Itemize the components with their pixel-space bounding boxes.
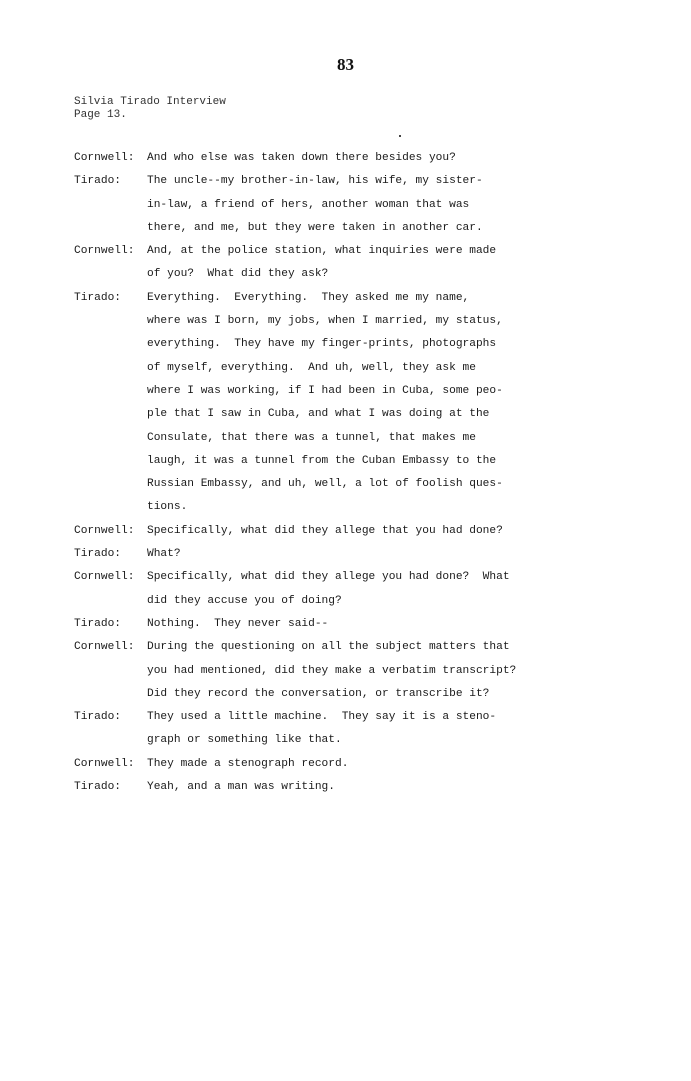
speech-text	[147, 613, 574, 636]
speaker-label: Tirado:	[74, 175, 121, 188]
speech-line: ple that I saw in Cuba, and what I was doing at the	[147, 408, 490, 421]
speech-line: laugh, it was a tunnel from the Cuban Embassy to the	[147, 454, 497, 467]
speech-text	[147, 566, 574, 613]
speech-text	[147, 287, 574, 520]
header-page-label: Page 13.	[74, 109, 127, 121]
speech-line: And, at the police station, what inquiries were made	[147, 245, 497, 258]
speech-line: did they accuse you of doing?	[147, 594, 342, 607]
transcript-entry	[74, 147, 574, 170]
scan-speck	[399, 135, 401, 137]
speech-line: of myself, everything. And uh, well, they ask me	[147, 361, 476, 374]
transcript-entry	[74, 566, 574, 613]
speech-text	[147, 520, 574, 543]
speech-text	[147, 753, 574, 776]
transcript-entry	[74, 776, 574, 799]
speech-line: What?	[147, 548, 181, 561]
speech-line: Russian Embassy, and uh, well, a lot of foolish ques-	[147, 478, 503, 491]
speech-line: And who else was taken down there besides you?	[147, 152, 456, 164]
speaker-label: Cornwell:	[74, 571, 135, 584]
speaker-label: Cornwell:	[74, 152, 135, 164]
speaker-label: Tirado:	[74, 548, 121, 561]
speech-line: Nothing. They never said--	[147, 617, 329, 630]
speech-text	[147, 170, 574, 240]
speech-line: where I was working, if I had been in Cuba, some peo-	[147, 384, 503, 397]
document-header	[74, 96, 226, 122]
speaker-label: Cornwell:	[74, 641, 135, 654]
transcript-entry	[74, 240, 574, 287]
speaker-label: Tirado:	[74, 617, 121, 630]
speech-line: where was I born, my jobs, when I married, my status,	[147, 315, 503, 328]
transcript-entry	[74, 287, 574, 520]
speech-text	[147, 240, 574, 287]
page-number: 83	[337, 55, 354, 74]
speaker-label: Cornwell:	[74, 757, 135, 770]
transcript-entry	[74, 613, 574, 636]
speech-line: They used a little machine. They say it is a steno-	[147, 711, 497, 724]
transcript-entry	[74, 636, 574, 706]
speaker-label: Tirado:	[74, 711, 121, 724]
speech-text	[147, 706, 574, 753]
speech-line: The uncle--my brother-in-law, his wife, my sister-	[147, 175, 483, 188]
transcript-entry	[74, 520, 574, 543]
speech-line: Specifically, what did they allege that you had done?	[147, 524, 503, 537]
speech-line: They made a stenograph record.	[147, 757, 349, 770]
speech-text	[147, 147, 574, 170]
speech-line: of you? What did they ask?	[147, 268, 329, 281]
speech-text	[147, 543, 574, 566]
speech-line: During the questioning on all the subject matters that	[147, 641, 510, 654]
speech-line: tions.	[147, 501, 188, 514]
speech-text	[147, 636, 574, 706]
transcript-entry	[74, 170, 574, 240]
speech-line: there, and me, but they were taken in another car.	[147, 221, 483, 234]
speech-line: Yeah, and a man was writing.	[147, 781, 335, 794]
speech-line: Did they record the conversation, or transcribe it?	[147, 687, 490, 700]
speaker-label: Cornwell:	[74, 524, 135, 537]
transcript-entry	[74, 543, 574, 566]
speech-line: Consulate, that there was a tunnel, that makes me	[147, 431, 476, 444]
speech-line: graph or something like that.	[147, 734, 342, 747]
speaker-label: Cornwell:	[74, 245, 135, 258]
speech-line: in-law, a friend of hers, another woman that was	[147, 198, 470, 211]
speech-line: Everything. Everything. They asked me my name,	[147, 291, 470, 304]
speaker-label: Tirado:	[74, 781, 121, 794]
header-title: Silvia Tirado Interview	[74, 96, 226, 108]
speech-line: you had mentioned, did they make a verbatim transcript?	[147, 664, 517, 677]
transcript-entry	[74, 706, 574, 753]
speech-line: Specifically, what did they allege you had done? What	[147, 571, 510, 584]
transcript-body	[74, 147, 574, 799]
speech-text	[147, 776, 574, 799]
transcript-entry	[74, 753, 574, 776]
speaker-label: Tirado:	[74, 291, 121, 304]
speech-line: everything. They have my finger-prints, photographs	[147, 338, 497, 351]
